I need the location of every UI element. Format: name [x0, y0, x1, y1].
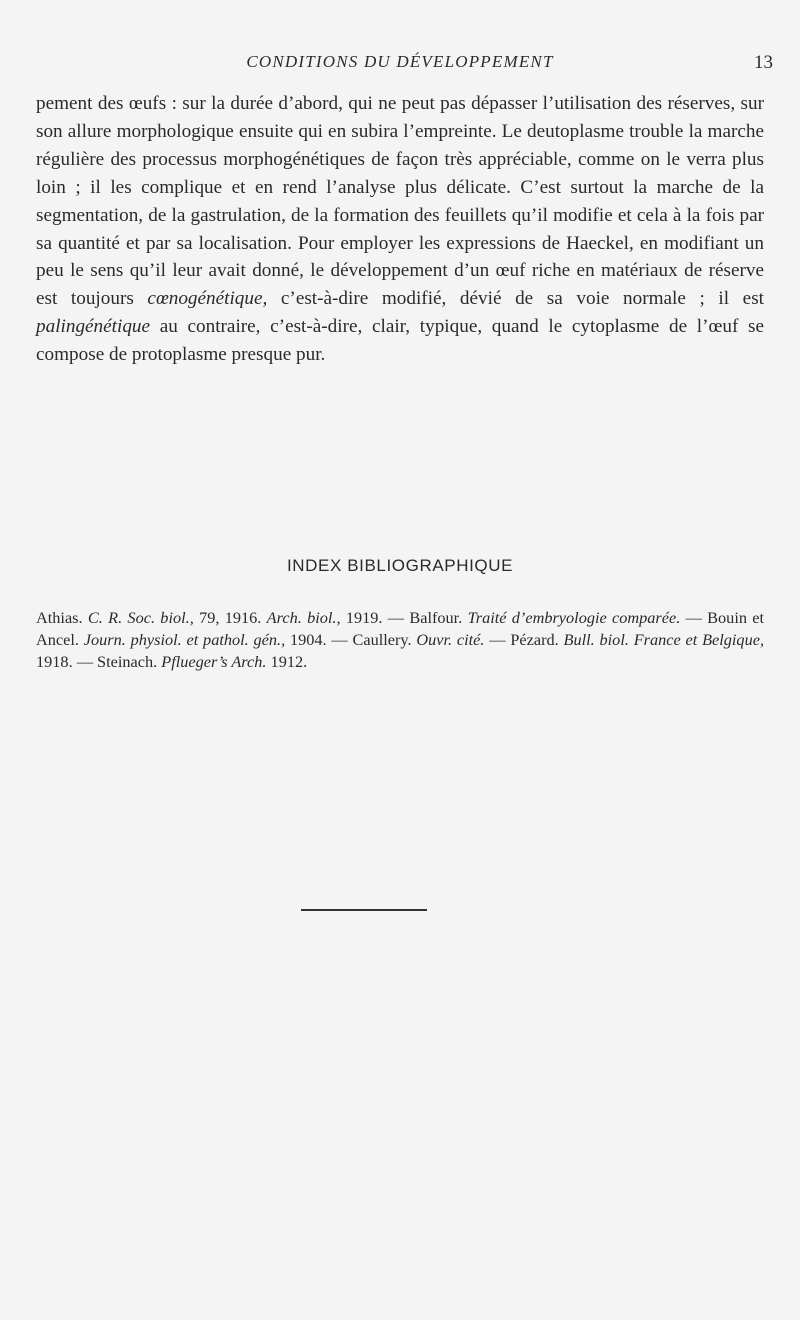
bibliography-list [36, 607, 764, 674]
page-number: 13 [754, 52, 773, 73]
bib-text: — Bouin et Ancel. [36, 608, 765, 650]
body-term-coenogenetique: cœnogénétique, [147, 288, 268, 310]
horizontal-rule [301, 909, 427, 911]
bib-journal: Traité d’embryologie comparée. [467, 608, 681, 627]
body-text-segment: c’est-à-dire modifié, dévié de sa voie normale ; il est [267, 288, 764, 310]
running-head [0, 52, 800, 78]
bib-author: Athias. [36, 608, 88, 627]
bib-journal: Journ. physiol. et pathol. gén., [83, 630, 286, 650]
bib-journal: Ouvr. cité. [416, 630, 485, 650]
bib-journal: Bull. biol. France et Belgique, [563, 630, 765, 650]
bib-journal: C. R. Soc. biol., [87, 608, 194, 627]
running-title: CONDITIONS DU DÉVELOPPEMENT [246, 52, 554, 71]
bib-journal: Arch. biol., [266, 608, 341, 627]
bib-text: 1919. — Balfour. [340, 608, 468, 627]
body-paragraph [36, 90, 764, 369]
bib-text: 79, 1916. [193, 608, 267, 627]
bib-text: — Pézard. [484, 630, 564, 650]
bib-text: 1918. — Steinach. [36, 652, 162, 672]
body-text-segment: au contraire, c’est-à-dire, clair, typique, quand le cytoplasme de l’œuf se compose de protoplasme presque pur. [36, 316, 764, 366]
bib-journal: Pflueger’s Arch. [161, 652, 267, 672]
body-text-segment: pement des œufs : sur la durée d’abord, qui ne peut pas dépasser l’utilisation des réserves, sur son allure morphologique ensuite qui en subira l’empreinte. Le deutoplasme trouble la marche régulière des processus morphogénétiques de façon très appréciable, comme on le verra plus loin ; il les complique et en rend l’analyse plus délicate. C’est surtout la marche de la segmentation, de la gastrulation, de la formation des feuillets qu’il modifie et cela à la fois par sa quantité et par sa localisation. Pour employer les expressions de Haeckel, en modifiant un peu le sens qu’il leur avait donné, le développement d’un œuf riche en matériaux de réserve est toujours [36, 93, 764, 310]
index-heading: INDEX BIBLIOGRAPHIQUE [286, 556, 514, 575]
body-term-palingenetique: palingénétique [36, 316, 151, 338]
bib-text: 1904. — Caullery. [285, 630, 417, 650]
bib-text: 1912. [266, 652, 308, 672]
